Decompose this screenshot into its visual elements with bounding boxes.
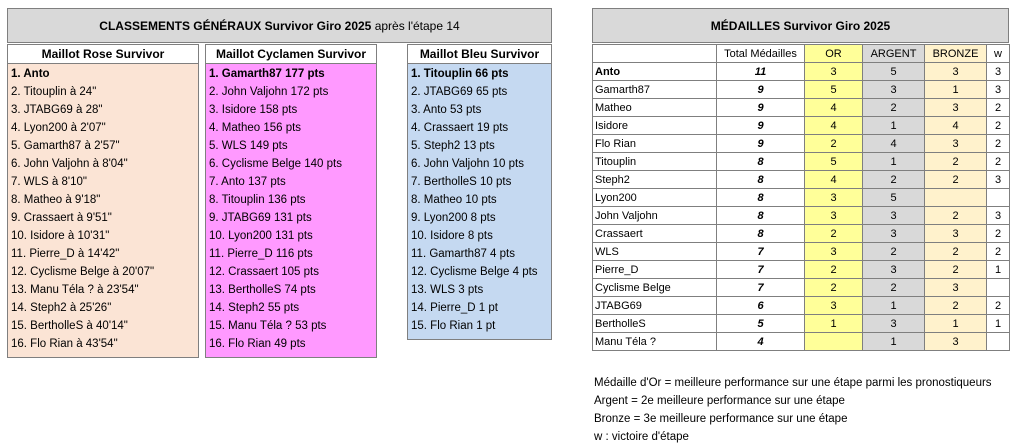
medal-row-or: 3 [805, 243, 863, 261]
cyclamen-rank-item: 12. Crassaert 105 pts [209, 266, 319, 278]
medal-row-w: 1 [987, 261, 1010, 279]
rose-rank-item: 10. Isidore à 10'31" [11, 230, 110, 242]
medal-row-bronze: 1 [925, 81, 987, 99]
medal-row-total: 7 [717, 279, 805, 297]
medal-row-w [987, 189, 1010, 207]
medal-row [593, 171, 1010, 189]
rose-list [7, 64, 199, 358]
medal-row-or: 2 [805, 225, 863, 243]
classements-title: CLASSEMENTS GÉNÉRAUX Survivor Giro 2025 [99, 18, 372, 33]
medal-row-w: 2 [987, 99, 1010, 117]
medal-row-bronze: 3 [925, 333, 987, 351]
medal-row-name: Lyon200 [593, 189, 717, 207]
medal-row-argent: 2 [863, 279, 925, 297]
cyclamen-header: Maillot Cyclamen Survivor [205, 44, 377, 64]
medal-row [593, 189, 1010, 207]
medal-row-argent: 3 [863, 81, 925, 99]
medal-row-argent: 3 [863, 261, 925, 279]
bleu-rank-item: 4. Crassaert 19 pts [411, 122, 509, 134]
medal-row-or [805, 333, 863, 351]
medal-row-bronze [925, 189, 987, 207]
medal-row-or: 5 [805, 153, 863, 171]
medals-legend [594, 374, 1019, 446]
medal-row-argent: 1 [863, 297, 925, 315]
medal-row [593, 99, 1010, 117]
medal-row-bronze: 2 [925, 153, 987, 171]
medal-row-name: Steph2 [593, 171, 717, 189]
rose-rank-item: 7. WLS à 8'10" [11, 176, 87, 188]
rose-rank-item: 14. Steph2 à 25'26" [11, 302, 112, 314]
rose-rank-item: 13. Manu Téla ? à 23'54" [11, 284, 139, 296]
bleu-rank-item: 8. Matheo 10 pts [411, 194, 497, 206]
cyclamen-rank-item: 6. Cyclisme Belge 140 pts [209, 158, 342, 170]
medal-row-bronze: 2 [925, 261, 987, 279]
cyclamen-rank-item: 8. Titouplin 136 pts [209, 194, 306, 206]
medal-row-w: 3 [987, 171, 1010, 189]
medals-header-total: Total Médailles [717, 45, 805, 63]
medal-row-argent: 4 [863, 135, 925, 153]
medal-row-w: 2 [987, 135, 1010, 153]
medal-row-or: 3 [805, 63, 863, 81]
medal-row-bronze: 3 [925, 63, 987, 81]
bleu-rank-item: 3. Anto 53 pts [411, 104, 482, 116]
medal-row-argent: 5 [863, 63, 925, 81]
medal-row-name: Gamarth87 [593, 81, 717, 99]
medal-row-bronze: 2 [925, 297, 987, 315]
medal-row-name: Pierre_D [593, 261, 717, 279]
medal-row [593, 243, 1010, 261]
medal-row-total: 5 [717, 315, 805, 333]
medal-row-name: Crassaert [593, 225, 717, 243]
medal-row-name: Flo Rian [593, 135, 717, 153]
medal-row [593, 315, 1010, 333]
cyclamen-rank-item: 9. JTABG69 131 pts [209, 212, 312, 224]
medal-row-or: 2 [805, 279, 863, 297]
medal-row-total: 8 [717, 225, 805, 243]
medal-row-or: 2 [805, 135, 863, 153]
medal-row [593, 297, 1010, 315]
medal-row [593, 333, 1010, 351]
cyclamen-rank-item: 2. John Valjohn 172 pts [209, 86, 329, 98]
bleu-rank-item: 2. JTABG69 65 pts [411, 86, 508, 98]
cyclamen-rank-item: 3. Isidore 158 pts [209, 104, 298, 116]
cyclamen-rank-item: 15. Manu Téla ? 53 pts [209, 320, 327, 332]
medal-row-bronze: 2 [925, 243, 987, 261]
medal-row-name: WLS [593, 243, 717, 261]
legend-argent: Argent = 2e meilleure performance sur une étape [594, 395, 845, 407]
medal-row [593, 135, 1010, 153]
classements-title-banner [7, 8, 552, 43]
rose-rank-item: 9. Crassaert à 9'51" [11, 212, 112, 224]
medal-row-total: 11 [717, 63, 805, 81]
bleu-rank-item: 6. John Valjohn 10 pts [411, 158, 524, 170]
medal-row-name: BertholleS [593, 315, 717, 333]
medal-row-argent: 1 [863, 333, 925, 351]
cyclamen-rank-item: 13. BertholleS 74 pts [209, 284, 316, 296]
medal-row-argent: 3 [863, 315, 925, 333]
medal-row-total: 8 [717, 171, 805, 189]
medal-row-w: 3 [987, 63, 1010, 81]
rose-rank-item: 1. Anto [11, 68, 50, 80]
medal-row-argent: 3 [863, 207, 925, 225]
medal-row-argent: 3 [863, 225, 925, 243]
medal-row-bronze: 3 [925, 279, 987, 297]
medal-row [593, 117, 1010, 135]
medal-row-total: 8 [717, 189, 805, 207]
medailles-title: MÉDAILLES Survivor Giro 2025 [710, 18, 891, 33]
medal-row-or: 3 [805, 297, 863, 315]
legend-w: w : victoire d'étape [594, 431, 689, 443]
rose-rank-item: 15. BertholleS à 40'14" [11, 320, 128, 332]
cyclamen-rank-item: 7. Anto 137 pts [209, 176, 286, 188]
medal-row-name: Titouplin [593, 153, 717, 171]
medal-row-or: 3 [805, 189, 863, 207]
medal-row-bronze: 2 [925, 171, 987, 189]
medal-row-argent: 2 [863, 171, 925, 189]
bleu-rank-item: 7. BertholleS 10 pts [411, 176, 512, 188]
medal-row-argent: 2 [863, 243, 925, 261]
medal-row-name: Anto [593, 63, 717, 81]
medal-row-name: Manu Téla ? [593, 333, 717, 351]
medal-row-or: 5 [805, 81, 863, 99]
medal-row-name: Matheo [593, 99, 717, 117]
medal-row-or: 4 [805, 99, 863, 117]
medal-row-or: 1 [805, 315, 863, 333]
bleu-list [407, 64, 552, 340]
medal-row-w [987, 279, 1010, 297]
medal-row [593, 63, 1010, 81]
medal-row-or: 4 [805, 171, 863, 189]
medal-row-total: 8 [717, 207, 805, 225]
rose-rank-item: 2. Titouplin à 24" [11, 86, 97, 98]
medal-row-total: 9 [717, 99, 805, 117]
rose-rank-item: 12. Cyclisme Belge à 20'07" [11, 266, 155, 278]
medal-row-argent: 2 [863, 99, 925, 117]
medal-row-total: 6 [717, 297, 805, 315]
bleu-header: Maillot Bleu Survivor [407, 44, 552, 64]
medal-row-bronze: 3 [925, 135, 987, 153]
rose-rank-item: 8. Matheo à 9'18" [11, 194, 101, 206]
bleu-rank-item: 10. Isidore 8 pts [411, 230, 493, 242]
medal-row-name: Cyclisme Belge [593, 279, 717, 297]
rose-rank-item: 6. John Valjohn à 8'04" [11, 158, 128, 170]
medal-row-argent: 5 [863, 189, 925, 207]
medal-row [593, 261, 1010, 279]
medal-row-total: 7 [717, 261, 805, 279]
medals-header-argent: ARGENT [863, 45, 925, 63]
medal-row-w: 2 [987, 153, 1010, 171]
cyclamen-rank-item: 16. Flo Rian 49 pts [209, 338, 306, 350]
rose-rank-item: 5. Gamarth87 à 2'57" [11, 140, 120, 152]
medal-row-w: 2 [987, 243, 1010, 261]
medal-row-bronze: 3 [925, 99, 987, 117]
medals-header-bronze: BRONZE [925, 45, 987, 63]
bleu-rank-item: 1. Titouplin 66 pts [411, 68, 509, 80]
medals-header-row [593, 45, 1010, 63]
bleu-rank-item: 5. Steph2 13 pts [411, 140, 495, 152]
medal-row-total: 9 [717, 135, 805, 153]
medal-row-bronze: 1 [925, 315, 987, 333]
medailles-title-banner [592, 8, 1009, 43]
rose-rank-item: 4. Lyon200 à 2'07" [11, 122, 106, 134]
rose-rank-item: 3. JTABG69 à 28" [11, 104, 103, 116]
medal-row-name: John Valjohn [593, 207, 717, 225]
medal-row [593, 207, 1010, 225]
legend-or: Médaille d'Or = meilleure performance sur une étape parmi les pronostiqueurs [594, 377, 992, 389]
medal-row-bronze: 3 [925, 225, 987, 243]
medal-row-w: 1 [987, 315, 1010, 333]
medal-row-w: 2 [987, 297, 1010, 315]
medal-row-w: 2 [987, 117, 1010, 135]
legend-bronze: Bronze = 3e meilleure performance sur une étape [594, 413, 848, 425]
classements-subtitle: après l'étape 14 [371, 18, 460, 33]
medal-row-name: Isidore [593, 117, 717, 135]
bleu-rank-item: 9. Lyon200 8 pts [411, 212, 496, 224]
bleu-rank-item: 13. WLS 3 pts [411, 284, 484, 296]
medal-row-argent: 1 [863, 117, 925, 135]
cyclamen-rank-item: 1. Gamarth87 177 pts [209, 68, 325, 80]
cyclamen-rank-item: 14. Steph2 55 pts [209, 302, 300, 314]
rose-header: Maillot Rose Survivor [7, 44, 199, 64]
medal-row-w: 3 [987, 81, 1010, 99]
medal-row-total: 4 [717, 333, 805, 351]
medal-row-w: 3 [987, 207, 1010, 225]
medal-row-or: 2 [805, 261, 863, 279]
medal-row-w: 2 [987, 225, 1010, 243]
medal-row-total: 9 [717, 81, 805, 99]
medals-header-or: OR [805, 45, 863, 63]
medal-row [593, 153, 1010, 171]
medal-row-bronze: 4 [925, 117, 987, 135]
medal-row [593, 81, 1010, 99]
medal-row-bronze: 2 [925, 207, 987, 225]
medals-header-w: w [987, 45, 1010, 63]
medal-row [593, 225, 1010, 243]
bleu-rank-item: 15. Flo Rian 1 pt [411, 320, 496, 332]
bleu-rank-item: 12. Cyclisme Belge 4 pts [411, 266, 538, 278]
medal-row-argent: 1 [863, 153, 925, 171]
bleu-rank-item: 11. Gamarth87 4 pts [411, 248, 515, 260]
medal-row-w [987, 333, 1010, 351]
cyclamen-rank-item: 4. Matheo 156 pts [209, 122, 302, 134]
medal-row-total: 9 [717, 117, 805, 135]
medal-row-or: 4 [805, 117, 863, 135]
medal-row-total: 7 [717, 243, 805, 261]
medal-row [593, 279, 1010, 297]
cyclamen-list [205, 64, 377, 358]
medal-row-total: 8 [717, 153, 805, 171]
rose-rank-item: 16. Flo Rian à 43'54" [11, 338, 118, 350]
cyclamen-rank-item: 11. Pierre_D 116 pts [209, 248, 313, 260]
rose-rank-item: 11. Pierre_D à 14'42" [11, 248, 120, 260]
medals-table [592, 44, 1010, 351]
cyclamen-rank-item: 10. Lyon200 131 pts [209, 230, 313, 242]
medals-header-blank [593, 45, 717, 63]
medal-row-or: 3 [805, 207, 863, 225]
cyclamen-rank-item: 5. WLS 149 pts [209, 140, 288, 152]
medal-row-name: JTABG69 [593, 297, 717, 315]
bleu-rank-item: 14. Pierre_D 1 pt [411, 302, 498, 314]
